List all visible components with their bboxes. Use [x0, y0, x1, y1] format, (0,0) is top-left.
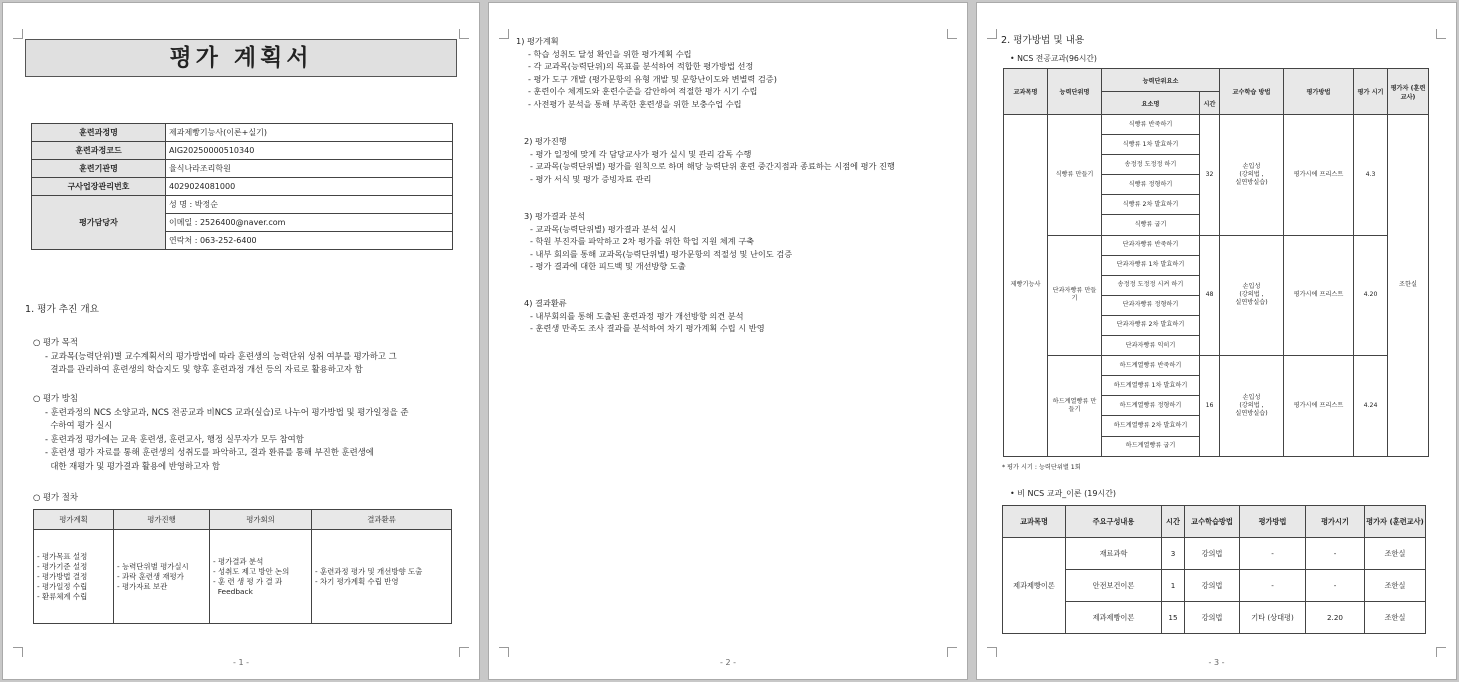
- method-cell: 평가시에 프리스트: [1284, 356, 1354, 456]
- procedure-cell: [210, 530, 312, 624]
- element-cell: 송정정 도정정 시켜 하기: [1102, 275, 1200, 295]
- teaching-cell: 강의법: [1185, 570, 1240, 602]
- element-cell: 단과자빵류 반죽하기: [1102, 235, 1200, 255]
- element-cell: 하드계열빵류 반죽하기: [1102, 356, 1200, 376]
- list-item: - 능력단위별 평가실시: [117, 561, 189, 571]
- text-line: - 교과목(능력단위별) 평가를 원칙으로 하며 해당 능력단위 훈련 중간지점과 종료하는 시점에 평가 진행: [530, 161, 895, 171]
- text-line: - 내부회의를 통해 도출된 훈련과정 평가 개선방향 의견 분석: [530, 310, 744, 321]
- text-line: - 훈련과정 평가에는 교육 훈련생, 훈련교사, 행정 실무자가 모두 참여함: [45, 433, 304, 444]
- teaching-cell: [1220, 356, 1284, 456]
- block-heading: 2) 평가진행: [524, 136, 567, 146]
- element-cell: 단과자빵류 익히기: [1102, 336, 1200, 356]
- text-line: (강의법 ,: [1239, 170, 1264, 178]
- list-item: - 과락 훈련생 재평가: [117, 571, 184, 581]
- section-heading: 2. 평가방법 및 내용: [1001, 35, 1085, 46]
- column-header: 교수학습방법: [1185, 506, 1240, 538]
- text-line: - 평가 도구 개발 (평가문항의 유형 개발 및 문항난이도와 변별력 검증): [528, 73, 777, 84]
- table-row: [32, 178, 453, 196]
- manager-email: 이메일 : 2526400@naver.com: [166, 214, 453, 232]
- text-line: 대한 재평가 및 평가결과 활용에 반영하고자 함: [45, 460, 221, 471]
- list-item: - 평가일정 수립: [37, 581, 88, 591]
- method-cell: -: [1240, 538, 1306, 570]
- element-cell: 식빵류 1차 발효하기: [1102, 135, 1200, 155]
- element-cell: 단과자빵류 1차 발효하기: [1102, 255, 1200, 275]
- text-line: (강의법 ,: [1239, 401, 1264, 409]
- hours-cell: 32: [1200, 115, 1220, 236]
- table-caption: • 비 NCS 교과_이론 (19시간): [1010, 489, 1117, 498]
- subject-cell: 제과제빵이론: [1003, 538, 1066, 634]
- hours-cell: 48: [1200, 235, 1220, 356]
- column-header: 평가계획: [34, 510, 114, 530]
- crop-mark: [947, 29, 957, 39]
- text-line: - 교과목(능력단위)별 교수계획서의 평가방법에 따라 훈련생의 능력단위 성취 여부를 평가하고 그: [45, 350, 397, 361]
- policy-block: [33, 392, 408, 473]
- subsection-heading: ○ 평가 방침: [33, 393, 78, 403]
- column-header: 평가자 (훈련 교사): [1388, 69, 1429, 115]
- column-header: 평가진행: [114, 510, 210, 530]
- block-heading: 3) 평가결과 분석: [524, 211, 586, 221]
- table-header-row: [1003, 506, 1426, 538]
- column-header: 교과목명: [1003, 506, 1066, 538]
- list-item: - 환류체계 수립: [37, 591, 88, 601]
- element-cell: 하드계열빵류 2차 발효하기: [1102, 416, 1200, 436]
- table-row: [32, 160, 453, 178]
- course-info-table: [31, 123, 453, 250]
- crop-mark: [459, 29, 469, 39]
- column-header: 주요구성내용: [1066, 506, 1162, 538]
- manager-label: 평가담당자: [32, 196, 166, 250]
- timing-cell: 2.20: [1306, 602, 1365, 634]
- unit-cell: 식빵류 만들기: [1048, 115, 1102, 236]
- table-row: [1003, 602, 1426, 634]
- block-heading: 4) 결과환류: [524, 298, 567, 308]
- block-heading: 1) 평가계획: [516, 36, 559, 46]
- teaching-cell: [1220, 235, 1284, 356]
- table-row: [32, 196, 453, 214]
- list-item: - 평가목표 설정: [37, 551, 88, 561]
- text-line: 실연방실습): [1235, 178, 1268, 186]
- text-line: - 훈련이수 체계도와 훈련수준을 감안하여 적절한 평가 시기 수립: [528, 86, 758, 96]
- table-note: * 평가 시기 : 능력단위별 1회: [1002, 464, 1081, 471]
- analysis-block: [524, 210, 792, 273]
- section-heading: 1. 평가 추진 개요: [25, 304, 99, 315]
- procedure-table: [33, 509, 452, 624]
- teaching-cell: 강의법: [1185, 538, 1240, 570]
- crop-mark: [1436, 29, 1446, 39]
- procedure-cell: [114, 530, 210, 624]
- content-cell: 재료과학: [1066, 538, 1162, 570]
- timing-cell: 4.3: [1354, 115, 1388, 236]
- subsection-heading: ○ 평가 목적: [33, 337, 78, 347]
- element-cell: 식빵류 반죽하기: [1102, 115, 1200, 135]
- column-header: 평가회의: [210, 510, 312, 530]
- table-row: [1004, 235, 1429, 255]
- plan-block: [516, 35, 777, 110]
- unit-cell: 하드계열빵류 만들기: [1048, 356, 1102, 456]
- table-row: [1003, 570, 1426, 602]
- info-value: AIG20250000510340: [166, 142, 453, 160]
- crop-mark: [1436, 647, 1446, 657]
- subsection-heading: ○ 평가 절차: [33, 492, 78, 502]
- text-line: - 내부 회의를 통해 교과목(능력단위별) 평가문항의 적절성 및 난이도 검증: [530, 248, 793, 259]
- text-line: - 평가 결과에 대한 피드백 및 개선방향 도출: [530, 261, 686, 271]
- info-label: 훈련기관명: [32, 160, 166, 178]
- evaluator-cell: 조한실: [1365, 602, 1426, 634]
- method-cell: -: [1240, 570, 1306, 602]
- text-line: - 훈련과정의 NCS 소양교과, NCS 전공교과 비NCS 교과(실습)로 나누어 평가방법 및 평가일정을 준: [45, 406, 409, 417]
- evaluator-cell: 조한실: [1365, 538, 1426, 570]
- text-line: 결과를 관리하여 훈련생의 학습지도 및 향후 훈련과정 개선 등의 자료로 활용하고자 함: [45, 364, 363, 374]
- element-cell: 하드계열빵류 1차 발효하기: [1102, 376, 1200, 396]
- crop-mark: [947, 647, 957, 657]
- hours-cell: 3: [1162, 538, 1185, 570]
- list-item: - 훈 련 생 평 가 결 과: [213, 576, 283, 586]
- content-cell: 제과제빵이론: [1066, 602, 1162, 634]
- column-header: 교과목명: [1004, 69, 1048, 115]
- page-number: - 3 -: [1208, 658, 1225, 667]
- element-cell: 식빵류 굽기: [1102, 215, 1200, 235]
- list-item: - 평가결과 분석: [213, 556, 264, 566]
- evaluator-cell: 조한실: [1388, 115, 1429, 457]
- column-header: 평가 시기: [1354, 69, 1388, 115]
- list-item: - 성취도 제고 방안 논의: [213, 566, 290, 576]
- text-line: 수하여 평가 실시: [45, 420, 113, 430]
- crop-mark: [13, 29, 23, 39]
- column-header: 평가방법: [1284, 69, 1354, 115]
- column-header: 능력단위요소: [1102, 69, 1220, 92]
- table-row: [1004, 115, 1429, 135]
- subject-cell: 제빵기능사: [1004, 115, 1048, 457]
- info-label: 훈련과정코드: [32, 142, 166, 160]
- table-row: [1004, 356, 1429, 376]
- crop-mark: [499, 647, 509, 657]
- text-line: - 학습 성취도 달성 확인을 위한 평가계획 수립: [528, 48, 692, 59]
- ncs-evaluation-table: [1003, 68, 1429, 457]
- document-page-2: [488, 2, 968, 680]
- info-value: 제과제빵기능사(이론+실기): [166, 124, 453, 142]
- element-cell: 송정정 도정정 하기: [1102, 155, 1200, 175]
- text-line: - 훈련생 만족도 조사 결과를 분석하여 차기 평가계획 수립 시 반영: [530, 323, 765, 333]
- text-line: - 평가 일정에 맞게 각 담당교사가 평가 실시 및 관리 감독 수행: [530, 148, 752, 159]
- text-line: - 교과목(능력단위별) 평가결과 분석 실시: [530, 223, 677, 234]
- column-header: 시간: [1162, 506, 1185, 538]
- timing-cell: -: [1306, 538, 1365, 570]
- element-cell: 단과자빵류 정형하기: [1102, 295, 1200, 315]
- crop-mark: [13, 647, 23, 657]
- table-caption: • NCS 전공교과(96시간): [1010, 54, 1097, 63]
- manager-phone: 연락처 : 063-252-6400: [166, 232, 453, 250]
- content-cell: 안전보건이론: [1066, 570, 1162, 602]
- table-header-row: [34, 510, 452, 530]
- text-line: 손입성: [1242, 283, 1261, 291]
- info-label: 구사업장관리번호: [32, 178, 166, 196]
- text-line: - 학원 부진자를 파악하고 2차 평가를 위한 학업 지원 체계 구축: [530, 236, 755, 246]
- list-item: - 훈련과정 평가 및 개선방향 도출: [315, 566, 423, 576]
- timing-cell: 4.24: [1354, 356, 1388, 456]
- hours-cell: 15: [1162, 602, 1185, 634]
- purpose-block: [33, 336, 397, 377]
- page-number: - 1 -: [233, 658, 249, 667]
- element-cell: 식빵류 2차 발효하기: [1102, 195, 1200, 215]
- element-cell: 단과자빵류 2차 발효하기: [1102, 315, 1200, 335]
- text-line: - 훈련생 평가 자료를 통해 훈련생의 성취도를 파악하고, 결과 환류를 통해 부진한 훈련생에: [45, 447, 374, 457]
- text-line: - 각 교과목(능력단위)의 목표를 분석하여 적합한 평가방법 선정: [528, 61, 754, 71]
- column-header: 교수학습 방법: [1220, 69, 1284, 115]
- text-line: - 평가 서식 및 평가 증빙자료 관리: [530, 173, 652, 184]
- info-value: 4029024081000: [166, 178, 453, 196]
- timing-cell: -: [1306, 570, 1365, 602]
- element-cell: 하드계열빵류 굽기: [1102, 436, 1200, 456]
- element-cell: 식빵류 정형하기: [1102, 175, 1200, 195]
- text-line: 실연방실습): [1235, 409, 1268, 417]
- manager-name: 성 명 : 박정순: [166, 196, 453, 214]
- timing-cell: 4.20: [1354, 235, 1388, 356]
- list-item: - 차기 평가계획 수립 반영: [315, 576, 399, 586]
- column-header: 능력단위명: [1048, 69, 1102, 115]
- document-title: 평가 계획서: [25, 39, 457, 77]
- table-header-row: [1004, 69, 1429, 92]
- text-line: 손입성: [1242, 393, 1261, 401]
- method-cell: 평가시에 프리스트: [1284, 235, 1354, 356]
- progress-block: [524, 135, 895, 185]
- unit-cell: 단과자빵류 만들기: [1048, 235, 1102, 356]
- list-item: - 평가방법 결정: [37, 571, 88, 581]
- hours-cell: 1: [1162, 570, 1185, 602]
- feedback-block: [524, 297, 765, 335]
- crop-mark: [987, 647, 997, 657]
- column-header: 요소명: [1102, 92, 1200, 115]
- teaching-cell: [1220, 115, 1284, 236]
- table-row: [32, 124, 453, 142]
- text-line: (강의법 ,: [1239, 291, 1264, 299]
- column-header: 평가시기: [1306, 506, 1365, 538]
- procedure-cell: [312, 530, 452, 624]
- procedure-cell: [34, 530, 114, 624]
- list-item: Feedback: [213, 586, 253, 596]
- info-label: 훈련과정명: [32, 124, 166, 142]
- table-row: [1003, 538, 1426, 570]
- teaching-cell: 강의법: [1185, 602, 1240, 634]
- document-page-1: [2, 2, 480, 680]
- text-line: 손입성: [1242, 162, 1261, 170]
- non-ncs-evaluation-table: [1002, 505, 1426, 634]
- table-row: [32, 142, 453, 160]
- column-header: 평가방법: [1240, 506, 1306, 538]
- method-cell: 기타 (상대평): [1240, 602, 1306, 634]
- evaluator-cell: 조한실: [1365, 570, 1426, 602]
- column-header: 평가자 (훈련교사): [1365, 506, 1426, 538]
- crop-mark: [459, 647, 469, 657]
- element-cell: 하드계열빵류 정형하기: [1102, 396, 1200, 416]
- column-header: 시간: [1200, 92, 1220, 115]
- list-item: - 평가기준 설정: [37, 561, 88, 571]
- method-cell: 평가시에 프리스트: [1284, 115, 1354, 236]
- column-header: 결과환류: [312, 510, 452, 530]
- page-number: - 2 -: [720, 658, 736, 667]
- crop-mark: [499, 29, 509, 39]
- info-value: 율식나라조리학원: [166, 160, 453, 178]
- list-item: - 평가자료 보관: [117, 581, 168, 591]
- table-row: [34, 530, 452, 624]
- text-line: - 사전평가 분석을 통해 부족한 훈련생을 위한 보충수업 수립: [528, 98, 742, 109]
- crop-mark: [987, 29, 997, 39]
- hours-cell: 16: [1200, 356, 1220, 456]
- text-line: 실연방실습): [1235, 299, 1268, 307]
